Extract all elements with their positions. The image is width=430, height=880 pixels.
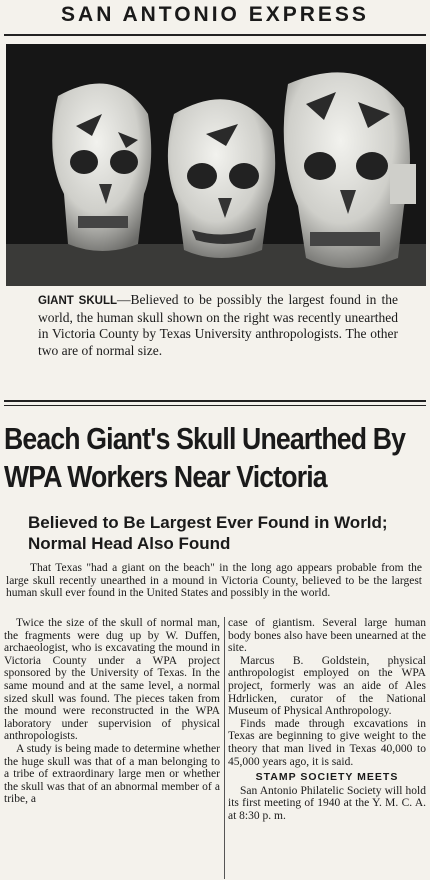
giant-skull-right	[284, 72, 416, 268]
column-left-paragraph: A study is being made to determine whether the huge skull was that of a man belonging to a tribe of extraordinary large men or whether the skull was that of an abnormal member of a tribe, a	[4, 742, 220, 806]
column-right-paragraph: Marcus B. Goldstein, physical anthropologist employed on the WPA project, formerly was an aide of Ales Hdrlicken, curator of the National Museum of Physical Anthropology.	[228, 654, 426, 718]
masthead: SAN ANTONIO EXPRESS	[61, 3, 369, 26]
column-left-paragraph: Twice the size of the skull of normal man, the fragments were dug up by W. Duffen, archaeologist, who is excavating the mound in Victoria County under a WPA project sponsored by the University of Texas. In the same mound and at the same level, a normal sized skull was found. The pieces taken from the mound were reconstructed in the WPA laboratory under supervision of physical anthropologists.	[4, 617, 220, 743]
column-right-paragraph: case of giantism. Several large human body bones also have been unearned at the site.	[228, 617, 426, 655]
masthead-rule	[4, 34, 426, 36]
lede-paragraph: That Texas "had a giant on the beach" in the long ago appears probable from the large skull recently unearthed in a mound in Victoria County, believed to be the largest human skull ever found in the United States and possibly in the world.	[6, 562, 422, 599]
column-right-paragraph: Finds made through excavations in Texas are beginning to give weight to the theory that man lived in Texas 40,000 to 45,000 years ago, it is said.	[228, 717, 426, 768]
caption-rule-2	[4, 405, 426, 406]
column-left	[4, 617, 220, 879]
headline: Beach Giant's Skull Unearthed By WPA Workers Near Victoria	[4, 421, 406, 494]
normal-skull-middle	[168, 99, 275, 258]
subheadline: Believed to Be Largest Ever Found in World; Normal Head Also Found	[28, 513, 388, 553]
caption-rule	[4, 400, 426, 402]
stamp-society-heading: STAMP SOCIETY MEETS	[255, 771, 399, 784]
caption-lead: GIANT SKULL	[38, 295, 117, 307]
column-divider	[224, 617, 225, 879]
column-right	[228, 617, 426, 823]
normal-skull-left	[52, 84, 151, 251]
stamp-society-text: San Antonio Philatelic Society will hold its first meeting of 1940 at the Y. M. C. A. at 8:30 p. m.	[228, 784, 426, 822]
skull-photo	[6, 44, 426, 286]
photo-caption	[38, 292, 398, 359]
caption-text: —Believed to be possibly the largest found in the world, the human skull shown on the right was recently unearthed in Victoria County by Texas University anthropologists. The other two are of normal size.	[38, 292, 398, 358]
